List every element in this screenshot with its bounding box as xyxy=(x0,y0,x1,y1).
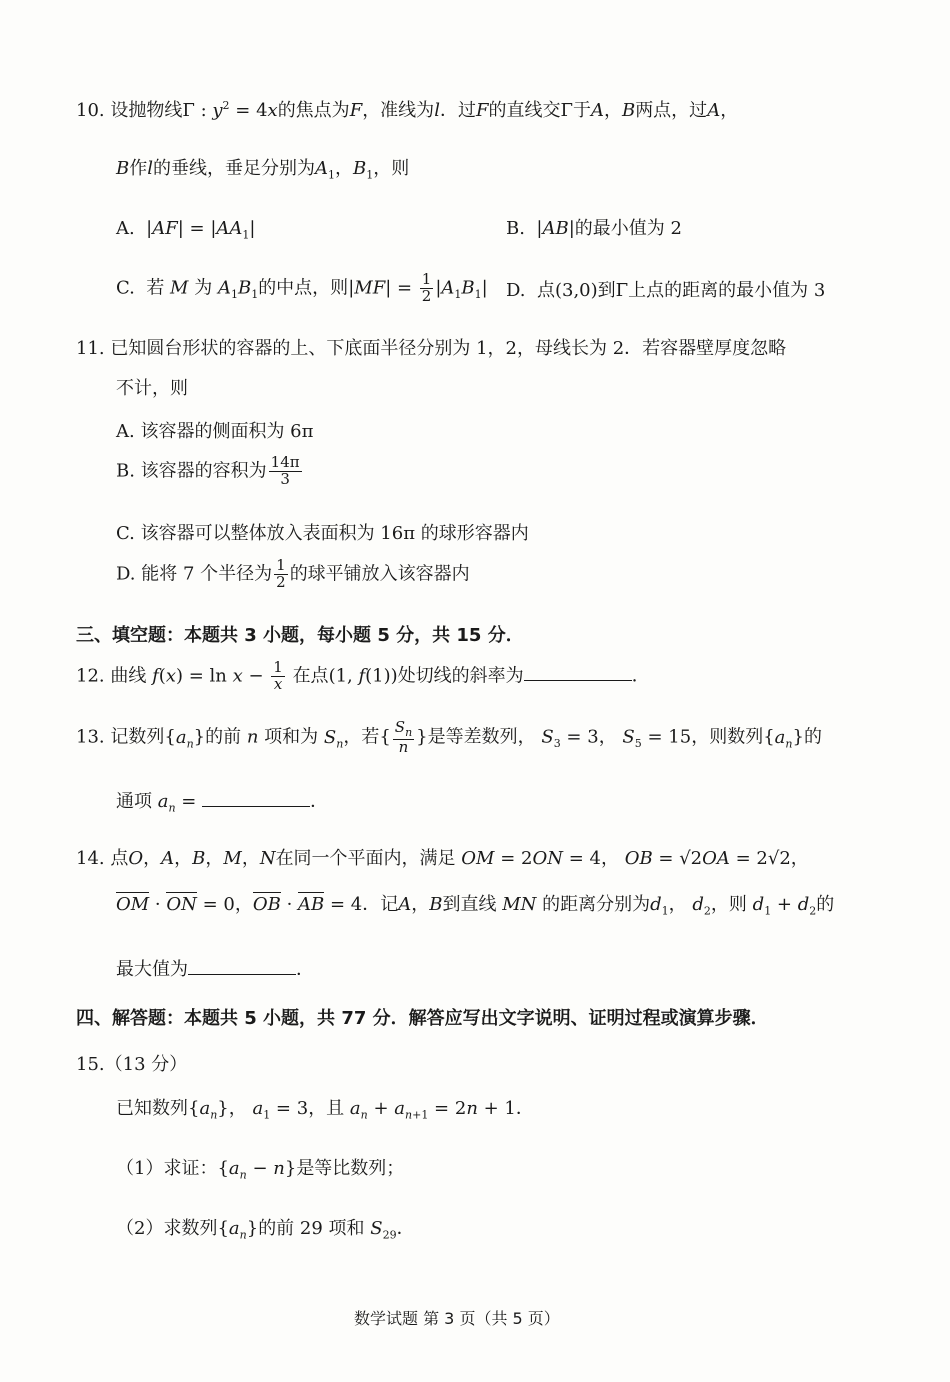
q14-line2: OM · ON = 0，OB · AB = 4．记A，B到直线 MN 的距离分别为$d_1$， $d_2$，则 $d_1 + d_2$的 xyxy=(116,894,835,918)
q11-option-b: B. 该容器的容积为 $\frac{14\pi}{3}$ xyxy=(116,453,300,488)
q13-line2: 通项 $a_n$ = ． xyxy=(116,791,329,815)
q10-option-b: B. |AB|的最小值为 2 xyxy=(506,218,682,239)
q10-line1: 10. 设抛物线Γ : $y^2 = 4x$的焦点为F，准线为l．过F的直线交Γ于A，B两点，过A， xyxy=(76,99,739,121)
q14-line1: 14. 点O，A，B，M，N在同一个平面内，满足 OM = 2ON = 4， OB = √2OA = 2√2， xyxy=(76,848,809,869)
q10-option-c: C. 若 M 为 $A_1B_1$的中点，则|MF| = $\frac{1}{2}$ $|A_1B_1|$ xyxy=(116,270,488,305)
q13-answer-blank[interactable] xyxy=(202,790,310,807)
section-3-heading: 三、填空题：本题共 3 小题，每小题 5 分，共 15 分． xyxy=(76,625,524,646)
q10-option-d: D. 点(3,0)到Γ上点的距离的最小值为 3 xyxy=(506,280,826,301)
section-4-heading: 四、解答题：本题共 5 小题，共 77 分．解答应写出文字说明、证明过程或演算步骤． xyxy=(76,1008,769,1029)
q14-answer-blank[interactable] xyxy=(188,958,296,975)
q11-option-c: C. 该容器可以整体放入表面积为 16π 的球形容器内 xyxy=(116,523,529,544)
q11-option-a: A. 该容器的侧面积为 6π xyxy=(116,421,314,442)
q11-line2: 不计，则 xyxy=(116,378,188,399)
q10-line2: B作l的垂线，垂足分别为$A_1$，$B_1$，则 xyxy=(116,158,410,182)
q10-option-a: A. $|AF| = |AA_1|$ xyxy=(116,218,256,242)
q11-option-d: D. 能将 7 个半径为 $\frac{1}{2}$ 的球平铺放入该容器内 xyxy=(116,556,470,591)
q15-stem: 已知数列$\{a_n\}$， $a_1 = 3$，且 $a_n + a_{n+1} = 2n + 1$． xyxy=(116,1098,534,1122)
q15-part-1: （1）求证：$\{a_n - n\}$是等比数列； xyxy=(116,1158,405,1182)
q11-line1: 11. 已知圆台形状的容器的上、下底面半径分别为 1，2，母线长为 2．若容器壁厚度忽略 xyxy=(76,338,787,359)
q15-heading: 15.（13 分） xyxy=(76,1054,188,1075)
q12: 12. 曲线 f(x) = ln x − $\frac{1}{x}$ 在点(1, f(1))处切线的斜率为 ． xyxy=(76,658,650,693)
q14-line3: 最大值为 ． xyxy=(116,959,314,980)
page-footer: 数学试题 第 3 页（共 5 页） xyxy=(354,1309,560,1328)
q15-part-2: （2）求数列$\{a_n\}$的前 29 项和 $S_{29}$． xyxy=(116,1218,415,1242)
q13-line1: 13. 记数列$\{a_n\}$的前 n 项和为 $S_n$，若{ $\frac{S_n}{n}$ }是等差数列， $S_3 = 3$， $S_5 = 15$，则数列$\{a_n\}$的 xyxy=(76,718,822,756)
q12-answer-blank[interactable] xyxy=(524,664,632,681)
